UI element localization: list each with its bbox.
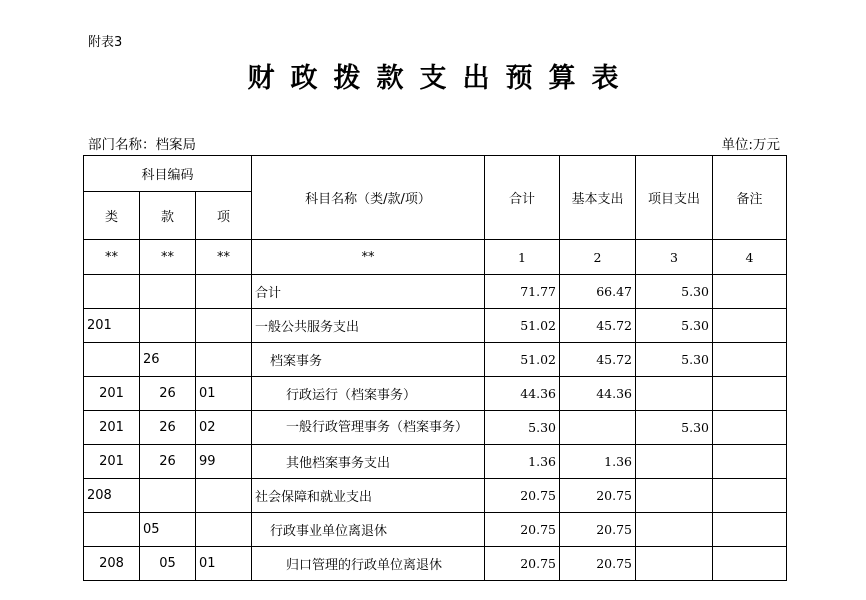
cell-remark bbox=[713, 547, 787, 581]
index-cell: ** bbox=[140, 240, 196, 275]
cell-project: 5.30 bbox=[636, 411, 713, 445]
cell-kuan: 26 bbox=[140, 343, 196, 377]
cell-basic: 45.72 bbox=[560, 343, 636, 377]
cell-xiang: 01 bbox=[196, 377, 252, 411]
cell-lei bbox=[84, 513, 140, 547]
cell-remark bbox=[713, 377, 787, 411]
cell-project: 5.30 bbox=[636, 275, 713, 309]
cell-total: 51.02 bbox=[485, 343, 560, 377]
header-xiang: 项 bbox=[196, 192, 252, 240]
cell-subject-name: 社会保障和就业支出 bbox=[252, 479, 485, 513]
cell-subject-name: 一般公共服务支出 bbox=[252, 309, 485, 343]
table-row bbox=[84, 513, 787, 547]
cell-lei: 201 bbox=[84, 377, 140, 411]
cell-kuan bbox=[140, 479, 196, 513]
cell-basic: 20.75 bbox=[560, 547, 636, 581]
cell-kuan: 05 bbox=[140, 547, 196, 581]
cell-basic: 45.72 bbox=[560, 309, 636, 343]
table-row bbox=[84, 377, 787, 411]
cell-subject-name: 归口管理的行政单位离退休 bbox=[252, 547, 485, 581]
cell-subject-name: 档案事务 bbox=[252, 343, 485, 377]
cell-subject-name: 合计 bbox=[252, 275, 485, 309]
cell-remark bbox=[713, 513, 787, 547]
page-title: 财政拨款支出预算表 bbox=[247, 63, 635, 94]
table-row bbox=[84, 479, 787, 513]
cell-basic: 20.75 bbox=[560, 479, 636, 513]
budget-table bbox=[83, 155, 787, 581]
table-row bbox=[84, 309, 787, 343]
cell-total: 71.77 bbox=[485, 275, 560, 309]
cell-basic: 1.36 bbox=[560, 445, 636, 479]
table-row bbox=[84, 275, 787, 309]
cell-remark bbox=[713, 445, 787, 479]
table-row bbox=[84, 343, 787, 377]
header-kuan: 款 bbox=[140, 192, 196, 240]
figure-label: 附表3 bbox=[88, 35, 123, 50]
cell-lei: 208 bbox=[84, 479, 140, 513]
cell-total: 44.36 bbox=[485, 377, 560, 411]
cell-remark bbox=[713, 309, 787, 343]
cell-project bbox=[636, 513, 713, 547]
header-total: 合计 bbox=[485, 156, 560, 240]
header-row-1 bbox=[84, 156, 787, 192]
cell-kuan: 26 bbox=[140, 377, 196, 411]
cell-lei bbox=[84, 275, 140, 309]
cell-lei bbox=[84, 343, 140, 377]
cell-kuan: 26 bbox=[140, 445, 196, 479]
cell-subject-name: 行政运行（档案事务） bbox=[252, 377, 485, 411]
header-lei: 类 bbox=[84, 192, 140, 240]
cell-remark bbox=[713, 411, 787, 445]
header-code-group: 科目编码 bbox=[84, 156, 252, 192]
cell-project: 5.30 bbox=[636, 343, 713, 377]
index-cell: 1 bbox=[485, 240, 560, 275]
cell-xiang bbox=[196, 309, 252, 343]
cell-xiang bbox=[196, 479, 252, 513]
index-cell: ** bbox=[252, 240, 485, 275]
cell-remark bbox=[713, 343, 787, 377]
table-row bbox=[84, 445, 787, 479]
cell-basic: 66.47 bbox=[560, 275, 636, 309]
cell-kuan bbox=[140, 309, 196, 343]
cell-basic: 20.75 bbox=[560, 513, 636, 547]
index-cell: ** bbox=[84, 240, 140, 275]
department-name: 部门名称：档案局 bbox=[88, 137, 196, 153]
cell-kuan: 26 bbox=[140, 411, 196, 445]
index-cell: ** bbox=[196, 240, 252, 275]
cell-lei: 201 bbox=[84, 411, 140, 445]
cell-xiang: 01 bbox=[196, 547, 252, 581]
cell-remark bbox=[713, 479, 787, 513]
unit-label: 单位:万元 bbox=[721, 137, 780, 153]
cell-xiang bbox=[196, 343, 252, 377]
cell-basic: 44.36 bbox=[560, 377, 636, 411]
cell-subject-name: 其他档案事务支出 bbox=[252, 445, 485, 479]
cell-xiang bbox=[196, 513, 252, 547]
cell-xiang: 02 bbox=[196, 411, 252, 445]
cell-xiang bbox=[196, 275, 252, 309]
index-cell: 3 bbox=[636, 240, 713, 275]
cell-total: 5.30 bbox=[485, 411, 560, 445]
cell-project bbox=[636, 445, 713, 479]
cell-total: 20.75 bbox=[485, 513, 560, 547]
cell-project: 5.30 bbox=[636, 309, 713, 343]
table-row bbox=[84, 411, 787, 445]
cell-total: 20.75 bbox=[485, 479, 560, 513]
cell-remark bbox=[713, 275, 787, 309]
cell-project bbox=[636, 547, 713, 581]
header-project-expense: 项目支出 bbox=[636, 156, 713, 240]
cell-subject-name: 行政事业单位离退休 bbox=[252, 513, 485, 547]
cell-basic bbox=[560, 411, 636, 445]
cell-total: 51.02 bbox=[485, 309, 560, 343]
cell-lei: 208 bbox=[84, 547, 140, 581]
cell-project bbox=[636, 377, 713, 411]
cell-lei: 201 bbox=[84, 445, 140, 479]
cell-xiang: 99 bbox=[196, 445, 252, 479]
cell-lei: 201 bbox=[84, 309, 140, 343]
header-basic-expense: 基本支出 bbox=[560, 156, 636, 240]
table-row bbox=[84, 547, 787, 581]
cell-total: 1.36 bbox=[485, 445, 560, 479]
cell-subject-name: 一般行政管理事务（档案事务） bbox=[252, 411, 485, 445]
header-remark: 备注 bbox=[713, 156, 787, 240]
header-subject-name: 科目名称（类/款/项） bbox=[252, 156, 485, 240]
cell-kuan bbox=[140, 275, 196, 309]
index-cell: 4 bbox=[713, 240, 787, 275]
cell-kuan: 05 bbox=[140, 513, 196, 547]
cell-total: 20.75 bbox=[485, 547, 560, 581]
cell-project bbox=[636, 479, 713, 513]
index-cell: 2 bbox=[560, 240, 636, 275]
index-row bbox=[84, 240, 787, 275]
